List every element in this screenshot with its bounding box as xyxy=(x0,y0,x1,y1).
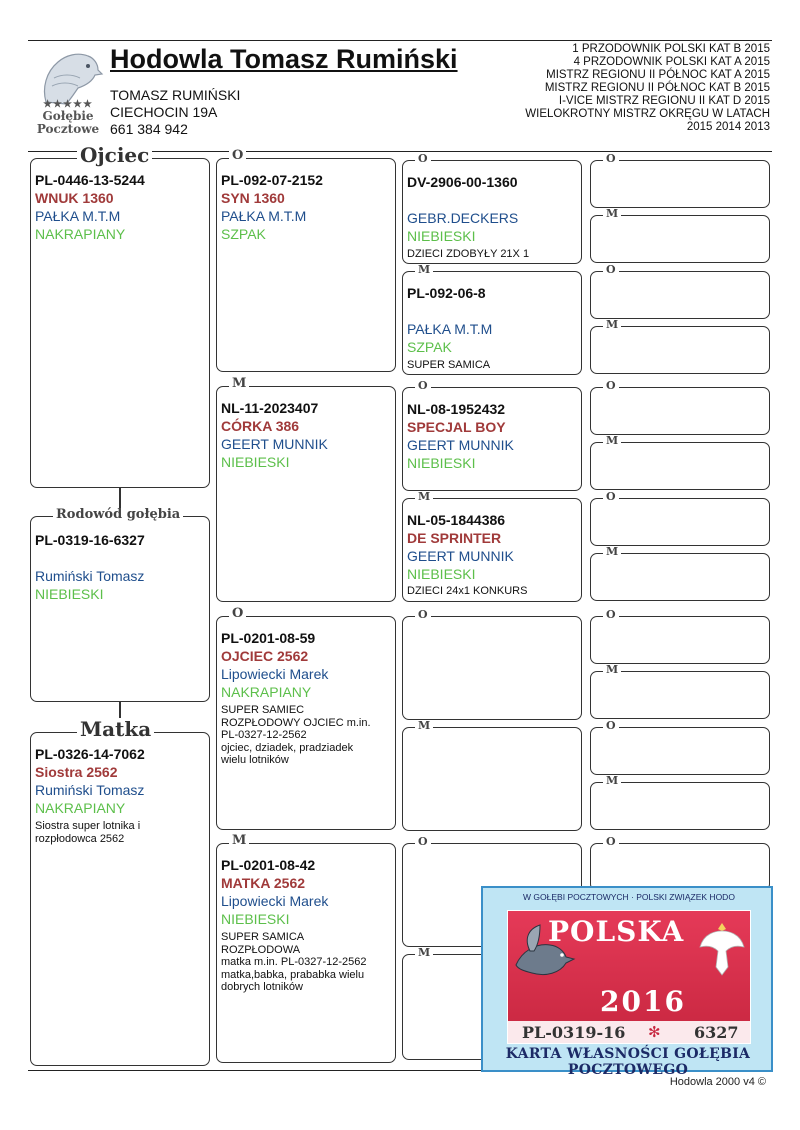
achievements-list xyxy=(525,43,770,134)
dam-note: Siostra super lotnika i rozpłodowca 2562 xyxy=(35,820,141,845)
stamp-top-text: W GOŁĘBI POCZTOWYCH · POLSKI ZWIĄZEK HODO xyxy=(523,892,735,902)
achievement-item: 2015 2014 2013 xyxy=(686,121,770,133)
gen2-dd-breeder: Lipowiecki Marek xyxy=(221,893,329,909)
pedigree-label: Rodowód gołębia xyxy=(53,508,183,522)
dam-name: Siostra 2562 xyxy=(35,764,118,780)
sex-label-m: M xyxy=(603,546,621,557)
logo xyxy=(32,48,104,138)
gen3-sdd-color: NIEBIESKI xyxy=(407,566,476,582)
achievement-item: 4 PRZODOWNIK POLSKI KAT A 2015 xyxy=(573,56,770,68)
gen2-dd-color: NIEBIESKI xyxy=(221,911,290,927)
sex-label-o: O xyxy=(603,609,619,620)
achievement-item: I-VICE MISTRZ REGIONU II KAT D 2015 xyxy=(558,95,770,107)
note-line: wielu lotników xyxy=(221,754,289,766)
gen2-sd-color: NIEBIESKI xyxy=(221,454,290,470)
gen4-card xyxy=(590,207,770,263)
dam-label: Matka xyxy=(77,718,154,740)
gen4-card xyxy=(590,774,770,830)
gen2-ss-ring: PL-092-07-2152 xyxy=(221,172,323,188)
top-rule xyxy=(28,40,772,41)
sex-label-m: M xyxy=(415,491,433,502)
gen2-ss-name: SYN 1360 xyxy=(221,190,285,206)
gen2-ss-content xyxy=(221,171,391,243)
stamp-ring-prefix: PL-0319-16 xyxy=(522,1023,626,1042)
sire-name: WNUK 1360 xyxy=(35,190,114,206)
owner-address: CIECHOCIN 19A xyxy=(110,104,218,120)
logo-line2: Pocztowe xyxy=(36,122,100,136)
note-line: SUPER SAMIEC xyxy=(221,704,305,716)
sex-label-o: O xyxy=(603,491,619,502)
gen3-sss-note: DZIECI ZDOBYŁY 21X 1 xyxy=(407,248,530,260)
sire-color: NAKRAPIANY xyxy=(35,226,126,242)
gen3-sdd-card xyxy=(402,490,582,602)
sire-ring: PL-0446-13-5244 xyxy=(35,172,145,188)
sex-label-m: M xyxy=(229,834,249,848)
subject-breeder: Rumiński Tomasz xyxy=(35,568,145,584)
gen4-card xyxy=(590,152,770,208)
gen4-card xyxy=(590,379,770,435)
sex-label-o: O xyxy=(603,380,619,391)
sire-label: Ojciec xyxy=(77,144,152,166)
eagle-emblem-icon xyxy=(698,917,746,979)
logo-stars: ★★★★★ xyxy=(43,99,93,110)
gen3-sss-ring: DV-2906-00-1360 xyxy=(407,174,518,190)
sex-label-m: M xyxy=(229,377,249,391)
sex-label-o: O xyxy=(229,607,246,621)
logo-line1: Gołębie xyxy=(42,109,94,123)
gen3-sdd-breeder: GEERT MUNNIK xyxy=(407,548,514,564)
gen4-card xyxy=(590,719,770,775)
sex-label-o: O xyxy=(603,836,619,847)
owner-name: TOMASZ RUMIŃSKI xyxy=(110,87,241,103)
gen3-sds-content xyxy=(407,400,577,472)
gen4-card xyxy=(590,490,770,546)
gen2-ds-breeder: Lipowiecki Marek xyxy=(221,666,329,682)
note-line: matka m.in. PL-0327-12-2562 xyxy=(221,956,367,968)
gen4-card xyxy=(590,608,770,664)
dam-card xyxy=(30,717,210,1066)
sex-label-o: O xyxy=(229,149,246,163)
dam-ring: PL-0326-14-7062 xyxy=(35,746,145,762)
sex-label-o: O xyxy=(603,264,619,275)
gen2-dd-content xyxy=(221,856,391,994)
sex-label-o: O xyxy=(603,720,619,731)
gen3-sdd-ring: NL-05-1844386 xyxy=(407,512,506,528)
subject-ring: PL-0319-16-6327 xyxy=(35,532,145,548)
gen3-ssd-ring: PL-092-06-8 xyxy=(407,285,486,301)
achievement-item: MISTRZ REGIONU II PÓŁNOC KAT A 2015 xyxy=(546,69,770,81)
gen2-sd-card xyxy=(216,376,396,602)
sire-breeder: PAŁKA M.T.M xyxy=(35,208,121,224)
gen4-card xyxy=(590,434,770,490)
gen3-sss-breeder: GEBR.DECKERS xyxy=(407,210,519,226)
achievement-item: 1 PRZODOWNIK POLSKI KAT B 2015 xyxy=(572,43,770,55)
pigeon-icon xyxy=(510,921,580,991)
sex-label-o: O xyxy=(415,836,431,847)
sex-label-o: O xyxy=(415,153,431,164)
gen3-ssd-card xyxy=(402,263,582,375)
dam-content xyxy=(35,745,205,845)
note-line: ojciec, dziadek, pradziadek xyxy=(221,741,354,754)
gen2-sd-breeder: GEERT MUNNIK xyxy=(221,436,328,452)
gen2-sd-ring: NL-11-2023407 xyxy=(221,400,319,416)
gen2-ss-color: SZPAK xyxy=(221,226,266,242)
note-line: SUPER SAMICA xyxy=(221,931,305,943)
note-line: ROZPŁODOWY OJCIEC m.in. xyxy=(221,716,371,729)
gen4-card xyxy=(590,263,770,319)
page-title: Hodowla Tomasz Rumiński xyxy=(110,44,458,74)
subject-color: NIEBIESKI xyxy=(35,586,104,602)
dam-breeder: Rumiński Tomasz xyxy=(35,782,145,798)
gen3-sdd-name: DE SPRINTER xyxy=(407,530,502,546)
gen3-sds-card xyxy=(402,379,582,491)
sex-label-o: O xyxy=(415,380,431,391)
gen2-ds-color: NAKRAPIANY xyxy=(221,684,312,700)
gen2-ss-breeder: PAŁKA M.T.M xyxy=(221,208,307,224)
gen3-ssd-content xyxy=(407,284,577,372)
achievement-item: WIELOKROTNY MISTRZ OKRĘGU W LATACH xyxy=(525,108,770,120)
stamp-bottom-text: KARTA WŁASNOŚCI GOŁĘBIA POCZTOWEGO xyxy=(505,1046,751,1078)
owner-info xyxy=(110,87,240,138)
gen4-card xyxy=(590,835,770,891)
sex-label-m: M xyxy=(603,664,621,675)
gen2-dd-note xyxy=(221,931,391,994)
gen2-ds-ring: PL-0201-08-59 xyxy=(221,630,316,646)
stamp-ring-number: 6327 xyxy=(694,1023,739,1042)
gen3-sss-color: NIEBIESKI xyxy=(407,228,476,244)
gen4-card xyxy=(590,318,770,374)
gen2-dd-name: MATKA 2562 xyxy=(221,875,306,891)
note-line: PL-0327-12-2562 xyxy=(221,729,307,741)
gen3-sss-card xyxy=(402,152,582,264)
gen3-sdd-note: DZIECI 24x1 KONKURS xyxy=(407,585,528,597)
gen3-dss-card xyxy=(402,608,582,720)
gen3-sds-ring: NL-08-1952432 xyxy=(407,401,506,417)
gen3-sdd-content xyxy=(407,511,577,598)
sire-card xyxy=(30,143,210,488)
gen2-dd-ring: PL-0201-08-42 xyxy=(221,857,316,873)
sex-label-m: M xyxy=(603,319,621,330)
sex-label-m: M xyxy=(415,720,433,731)
gen3-sss-content xyxy=(407,173,577,261)
gen3-dsd-card xyxy=(402,719,582,831)
gen4-card xyxy=(590,663,770,719)
gen3-sds-breeder: GEERT MUNNIK xyxy=(407,437,514,453)
owner-phone: 661 384 942 xyxy=(110,121,188,137)
sex-label-m: M xyxy=(415,947,433,958)
subject-content xyxy=(35,531,205,603)
sex-label-m: M xyxy=(603,208,621,219)
star-icon: ✻ xyxy=(648,1024,661,1041)
sex-label-m: M xyxy=(415,264,433,275)
note-line: ROZPŁODOWA xyxy=(221,943,301,956)
sire-content xyxy=(35,171,205,243)
gen3-ssd-note: SUPER SAMICA xyxy=(407,359,491,371)
gen2-ds-name: OJCIEC 2562 xyxy=(221,648,309,664)
gen2-ds-content xyxy=(221,629,391,767)
note-line: dobrych lotników xyxy=(221,981,303,993)
gen2-ss-card xyxy=(216,148,396,372)
note-line: matka,babka, prababka wielu xyxy=(221,968,365,981)
gen2-sd-content xyxy=(221,399,391,471)
achievement-item: MISTRZ REGIONU II PÓŁNOC KAT B 2015 xyxy=(544,82,770,94)
ownership-stamp xyxy=(481,886,773,1078)
gen2-ds-card xyxy=(216,606,396,830)
stamp-country: POLSKA xyxy=(548,915,685,948)
gen3-sds-color: NIEBIESKI xyxy=(407,455,476,471)
gen3-ssd-color: SZPAK xyxy=(407,339,452,355)
footer-version: Hodowla 2000 v4 © xyxy=(669,1076,766,1088)
subject-card xyxy=(30,507,210,702)
gen4-card xyxy=(590,545,770,601)
stamp-red-field xyxy=(507,910,751,1044)
stamp-year: 2016 xyxy=(600,985,686,1018)
dam-color: NAKRAPIANY xyxy=(35,800,126,816)
sex-label-o: O xyxy=(415,609,431,620)
gen3-ssd-breeder: PAŁKA M.T.M xyxy=(407,321,493,337)
gen2-ds-note xyxy=(221,704,391,767)
gen3-sds-name: SPECJAL BOY xyxy=(407,419,506,435)
gen2-sd-name: CÓRKA 386 xyxy=(221,418,300,434)
sex-label-m: M xyxy=(603,435,621,446)
sex-label-o: O xyxy=(603,153,619,164)
gen2-dd-card xyxy=(216,833,396,1063)
sex-label-m: M xyxy=(603,775,621,786)
